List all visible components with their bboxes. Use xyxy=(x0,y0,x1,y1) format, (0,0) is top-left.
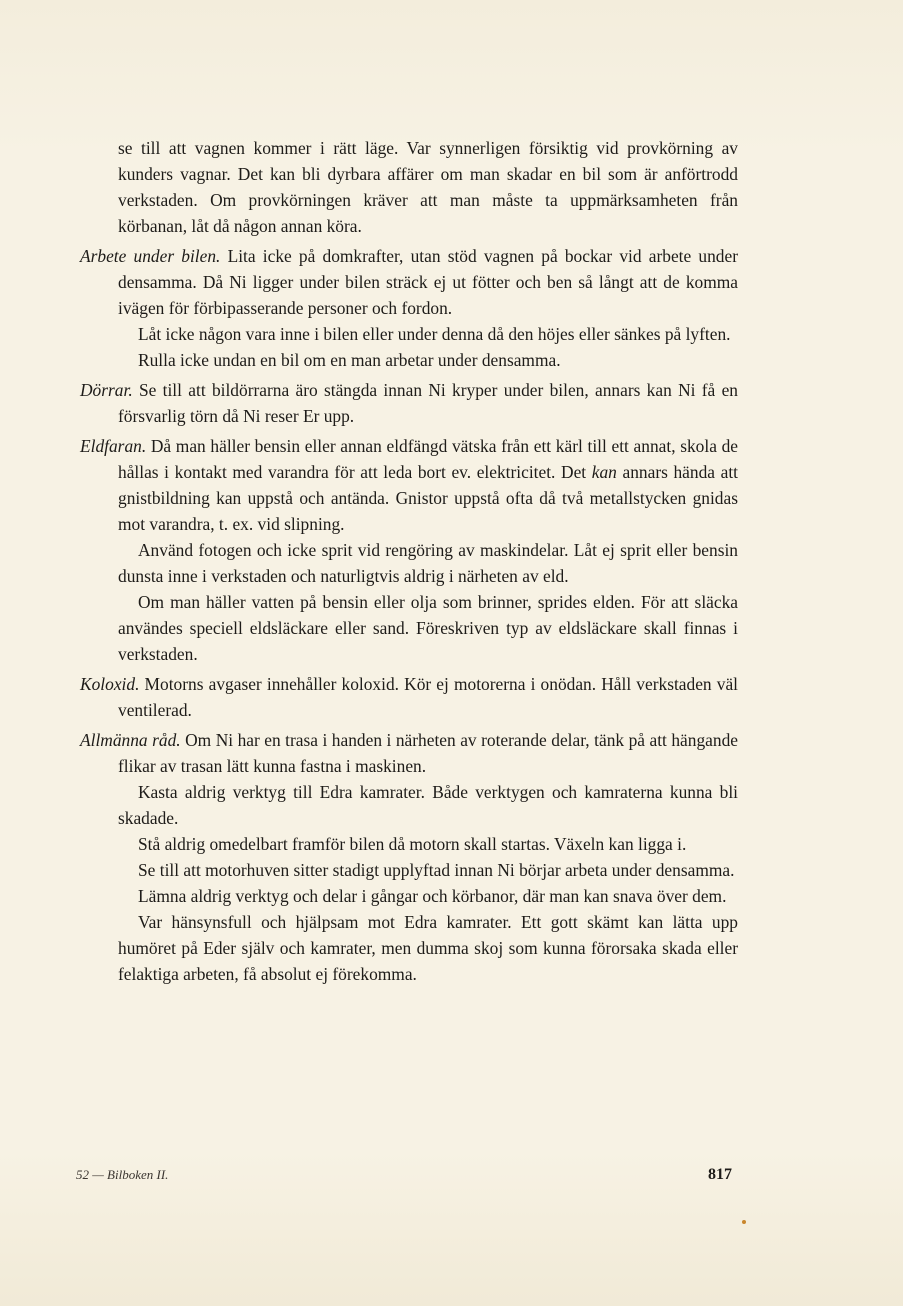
body-text xyxy=(80,135,738,987)
paragraph-kamrater xyxy=(80,909,738,987)
paragraph-dorrar xyxy=(80,377,738,429)
section-heading: Eldfaran. xyxy=(80,436,147,456)
paragraph-text: se till att vagnen kommer i rätt läge. Var synnerligen försiktig vid provkörning av kunders vagnar. Det kan bli dyrbara affärer om man skadar en bil som är anförtrodd verkstaden. Om provkörningen kräver att man måste ta uppmärksamheten från körbanan, låt då någon annan köra. xyxy=(118,138,738,236)
paragraph-text: Om man häller vatten på bensin eller olja som brinner, sprides elden. För att släcka användes speciell eldsläckare eller sand. Föreskriven typ av eldsläckare skall finnas i verkstaden. xyxy=(118,592,738,664)
paragraph-text: Se till att motorhuven sitter stadigt upplyftad innan Ni börjar arbeta under densamma. xyxy=(138,860,735,880)
paragraph-text: Motorns avgaser innehåller koloxid. Kör ej motorerna i onödan. Håll verkstaden väl ventilerad. xyxy=(118,674,738,720)
section-heading: Koloxid. xyxy=(80,674,140,694)
paragraph-allmanna-rad xyxy=(80,727,738,779)
paragraph-koloxid xyxy=(80,671,738,723)
paragraph-text: Rulla icke undan en bil om en man arbetar under densamma. xyxy=(138,350,561,370)
paragraph-text: Se till att bildörrarna äro stängda innan Ni kryper under bilen, annars kan Ni få en försvarlig törn då Ni reser Er upp. xyxy=(118,380,738,426)
paragraph-rulla xyxy=(80,347,738,373)
paragraph-text: Låt icke någon vara inne i bilen eller under denna då den höjes eller sänkes på lyften. xyxy=(138,324,731,344)
paragraph-text: Stå aldrig omedelbart framför bilen då motorn skall startas. Växeln kan ligga i. xyxy=(138,834,687,854)
paragraph-starta xyxy=(80,831,738,857)
paragraph-eldslackare xyxy=(80,589,738,667)
paragraph-text: Lämna aldrig verktyg och delar i gångar och körbanor, där man kan snava över dem. xyxy=(138,886,727,906)
page-number: 817 xyxy=(708,1166,732,1183)
paragraph-text: Använd fotogen och icke sprit vid rengöring av maskindelar. Låt ej sprit eller bensin dunsta inne i verkstaden och naturligtvis aldrig i närheten av eld. xyxy=(118,540,738,586)
paragraph-text: annars hända att gnistbildning kan uppstå och antända. Gnistor uppstå ofta då två metallstycken gnidas mot varandra, t. ex. vid slipning. xyxy=(118,462,739,534)
signature-mark: 52 — Bilboken II. xyxy=(76,1167,169,1182)
paragraph-text: Kasta aldrig verktyg till Edra kamrater. Både verktygen och kamraterna kunna bli skadade. xyxy=(118,782,738,828)
paragraph-eldfaran xyxy=(80,433,738,537)
section-heading: Dörrar. xyxy=(80,380,133,400)
paragraph-fotogen xyxy=(80,537,738,589)
paragraph-text: Var hänsynsfull och hjälpsam mot Edra kamrater. Ett gott skämt kan lätta upp humöret på Eder själv och kamrater, men dumma skoj som kunna förorsaka skada eller felaktiga arbeten, få absolut ej förekomma. xyxy=(118,912,738,984)
ink-spot xyxy=(742,1220,746,1224)
paragraph-provkorning xyxy=(80,135,738,239)
paragraph-text: Lita icke på domkrafter, utan stöd vagnen på bockar vid arbete under densamma. Då Ni ligger under bilen sträck ej ut fötter och ben så långt att de komma ivägen för förbipasserande personer och fordon. xyxy=(118,246,738,318)
paragraph-motorhuven xyxy=(80,857,738,883)
paragraph-text: Då man häller bensin eller annan eldfängd vätska från ett kärl till ett annat, skola de hållas i kontakt med varandra för att leda bort ev. elektricitet. Det xyxy=(118,436,738,482)
paragraph-kasta xyxy=(80,779,738,831)
paragraph-lyften xyxy=(80,321,738,347)
emphasis-text: kan xyxy=(591,462,617,482)
section-heading: Allmänna råd. xyxy=(80,730,181,750)
paragraph-gangar xyxy=(80,883,738,909)
page-footer xyxy=(76,1166,732,1184)
paragraph-text: Om Ni har en trasa i handen i närheten av roterande delar, tänk på att hängande flikar av trasan lätt kunna fastna i maskinen. xyxy=(118,730,738,776)
paragraph-arbete-under-bilen xyxy=(80,243,738,321)
section-heading: Arbete under bilen. xyxy=(80,246,221,266)
